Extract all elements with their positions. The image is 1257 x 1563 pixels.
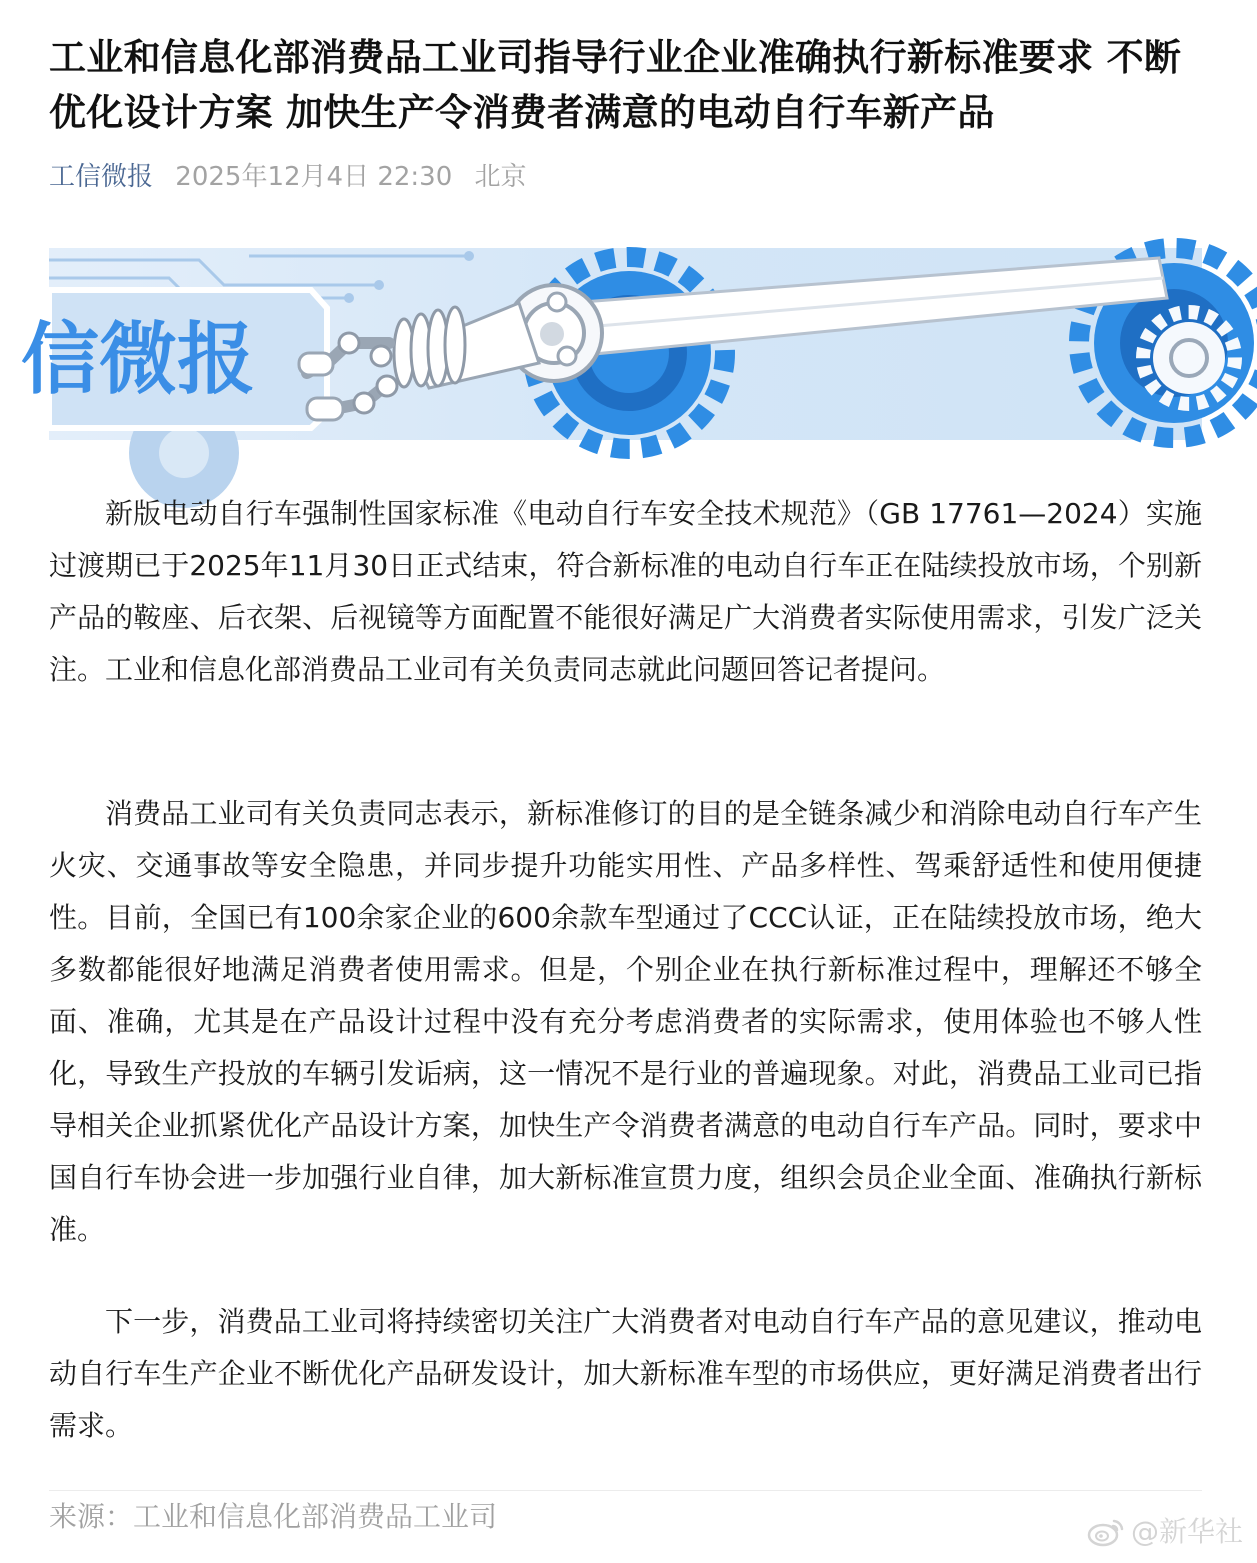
article-paragraph: 新版电动自行车强制性国家标准《电动自行车安全技术规范》（GB 17761—2024）实施过渡期已于2025年11月30日正式结束，符合新标准的电动自行车正在陆续投放市场，个别新产品的鞍座、后衣架、后视镜等方面配置不能很好满足广大消费者实际使用需求，引发广泛关注。工业和信息化部消费品工业司有关负责同志就此问题回答记者提问。 [49,497,1202,686]
banner-logo-text: 信微报 [21,315,256,405]
publish-time: 2025年12月4日 22:30 [175,162,453,192]
source-link[interactable]: 工信微报 [49,162,154,192]
article-paragraph: 消费品工业司有关负责同志表示，新标准修订的目的是全链条减少和消除电动自行车产生火灾、交通事故等安全隐患，并同步提升功能实用性、产品多样性、驾乘舒适性和使用便捷性。目前，全国已有100余家企业的600余款车型通过了CCC认证，正在陆续投放市场，绝大多数都能很好地满足消费者使用需求。但是，个别企业在执行新标准过程中，理解还不够全面、准确，尤其是在产品设计过程中没有充分考虑消费者的实际需求，使用体验也不够人性化，导致生产投放的车辆引发诟病，这一情况不是行业的普遍现象。对此，消费品工业司已指导相关企业抓紧优化产品设计方案，加快生产令消费者满意的电动自行车产品。同时，要求中国自行车协会进一步加强行业自律，加大新标准宣贯力度，组织会员企业全面、准确执行新标准。 [49,797,1202,1246]
footer-divider [49,1490,1202,1491]
footer-source: 来源：工业和信息化部消费品工业司 [49,1500,498,1533]
banner-image [21,248,1202,440]
weibo-icon [1087,1517,1125,1547]
gear-icon [1143,312,1235,404]
publish-location: 北京 [474,162,527,192]
article-title: 工业和信息化部消费品工业司指导行业企业准确执行新标准要求 不断优化设计方案 加快生产令消费者满意的电动自行车新产品 [49,36,1182,134]
watermark-text: @新华社 [1130,1515,1243,1548]
article-meta [49,157,527,197]
watermark [1087,1512,1243,1552]
article-paragraph: 下一步，消费品工业司将持续密切关注广大消费者对电动自行车产品的意见建议，推动电动自行车生产企业不断优化产品研发设计，加大新标准车型的市场供应，更好满足消费者出行需求。 [49,1305,1202,1442]
banner-logo-plate [21,290,327,428]
